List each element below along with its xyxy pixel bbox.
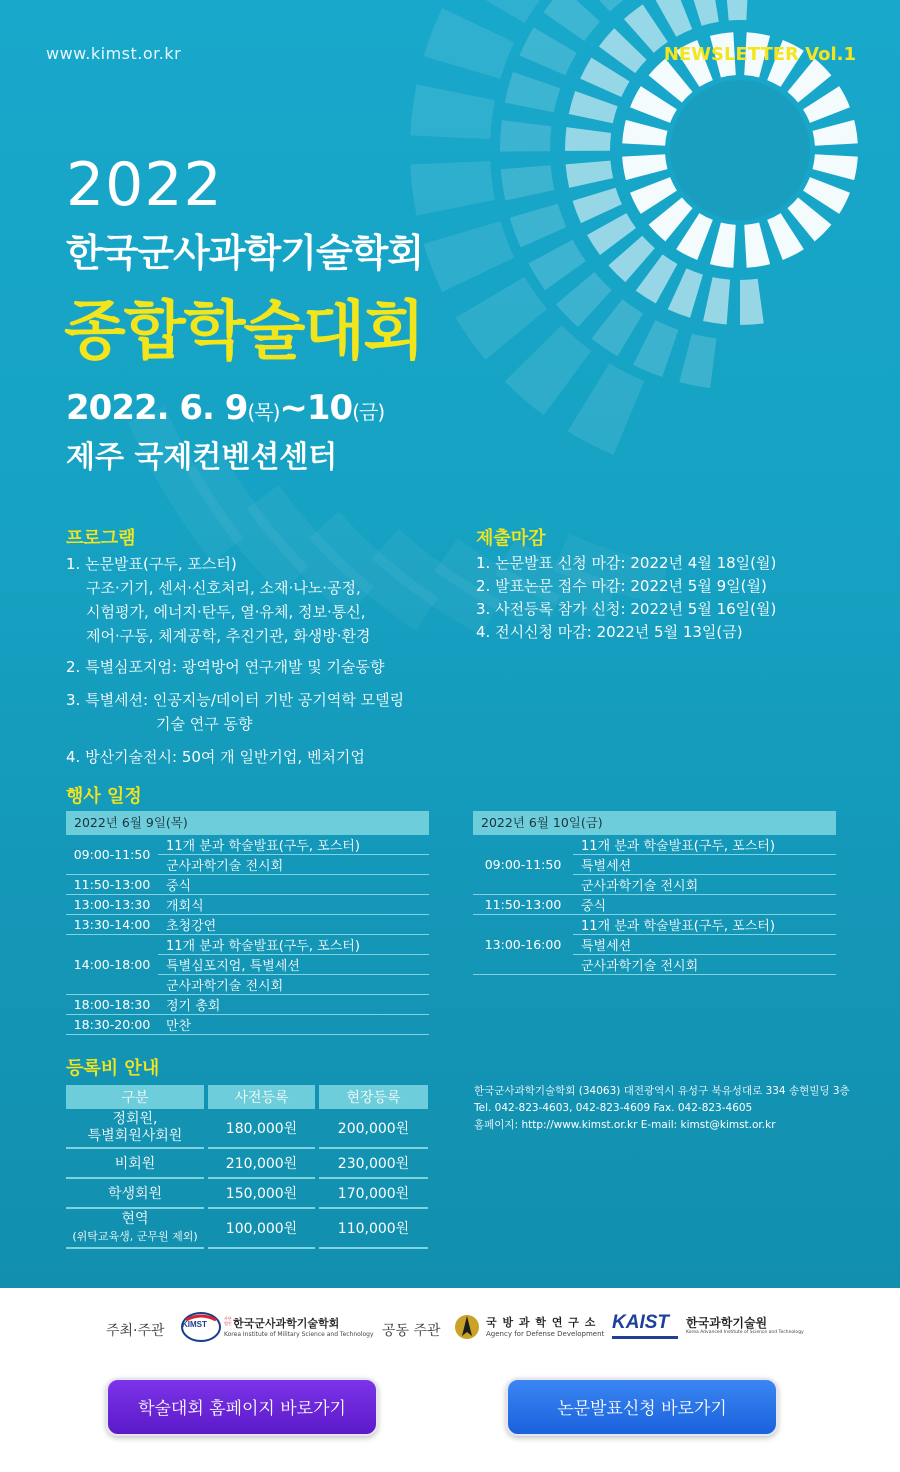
deco-segment	[556, 272, 612, 327]
activity-cell: 정기 총회	[158, 995, 429, 1015]
kimst-name: 한국군사과학기술학회	[233, 1317, 340, 1330]
time-cell: 13:30-14:00	[66, 915, 158, 935]
host-label: 주최·주관	[106, 1323, 165, 1339]
kaist-subtitle: Korea Advanced Institute of Science and Technology	[686, 1330, 804, 1335]
cohost-label: 공동 주관	[382, 1323, 441, 1339]
deco-segment	[744, 223, 770, 268]
deco-segment	[725, 0, 749, 20]
program-item: 3. 특별세션: 인공지능/데이터 기반 공기역학 모델링	[66, 691, 405, 709]
table-row	[66, 835, 429, 855]
time-cell: 18:30-20:00	[66, 1015, 158, 1035]
deco-segment	[740, 279, 764, 325]
activity-cell: 특별세션	[573, 855, 836, 875]
schedule-day1-date: 2022년 6월 9일(목)	[66, 811, 429, 835]
program-item: 1. 논문발표(구두, 포스터)	[66, 555, 237, 573]
category-cell: 비회원	[66, 1149, 204, 1179]
activity-cell: 11개 분과 학술발표(구두, 포스터)	[158, 935, 429, 955]
contact-web[interactable]: 홈페이지: http://www.kimst.or.kr E-mail: kimst@kimst.or.kr	[474, 1119, 776, 1131]
event-venue: 제주 국제컨벤션센터	[66, 440, 338, 475]
kaist-name: 한국과학기술원	[686, 1316, 768, 1330]
activity-cell: 군사과학기술 전시회	[158, 975, 429, 995]
time-cell: 11:50-13:00	[473, 895, 573, 915]
time-cell: 13:00-16:00	[473, 915, 573, 975]
contact-info	[474, 1083, 874, 1134]
event-title: 종합학술대회	[64, 295, 423, 369]
schedule-day1	[66, 811, 429, 1035]
activity-cell: 특별세션	[573, 935, 836, 955]
deco-segment	[519, 27, 576, 75]
add-logo	[454, 1310, 604, 1346]
category-line: 특별회원사회원	[87, 1128, 183, 1144]
event-year: 2022	[66, 150, 223, 220]
activity-cell: 11개 분과 학술발표(구두, 포스터)	[573, 835, 836, 855]
activity-cell: 특별심포지엄, 특별세션	[158, 955, 429, 975]
add-subtitle: Agency for Defense Development	[486, 1330, 605, 1338]
deco-segment	[528, 240, 585, 290]
organization-name: 한국군사과학기술학회	[66, 231, 424, 275]
deco-segment	[710, 223, 736, 268]
kimst-subtitle: Korea Institute of Military Science and Technology	[224, 1331, 374, 1338]
kimst-logo	[180, 1310, 374, 1346]
deco-core	[670, 80, 810, 220]
deco-segment	[573, 188, 622, 223]
contact-phone: Tel. 042-823-4603, 042-823-4609 Fax. 042-823-4605	[474, 1102, 753, 1114]
program-heading: 프로그램	[66, 528, 136, 549]
deco-segment	[424, 221, 515, 292]
deco-segment	[456, 0, 547, 23]
activity-cell: 11개 분과 학술발표(구두, 포스터)	[158, 835, 429, 855]
table-row	[66, 1209, 428, 1249]
schedule-day1-table	[66, 835, 429, 1035]
deco-segment	[688, 0, 719, 26]
deadline-heading: 제출마감	[476, 528, 546, 549]
date-part: ~10	[279, 388, 353, 428]
deco-segment	[565, 127, 611, 151]
table-row	[66, 915, 429, 935]
column-header: 구분	[66, 1085, 204, 1109]
deco-segment	[543, 0, 600, 41]
table-header-row	[66, 1085, 428, 1109]
event-date	[66, 388, 384, 428]
schedule-day2	[473, 811, 836, 975]
kaist-logo	[612, 1312, 802, 1346]
program-subitem: 구조·기기, 센서·신호처리, 소재·나노·공정,	[86, 579, 361, 597]
deco-segment	[410, 84, 495, 139]
add-name: 국 방 과 학 연 구 소	[486, 1316, 597, 1329]
table-row	[66, 1179, 428, 1209]
kaist-mark: KAIST	[612, 1312, 669, 1333]
fees-table	[62, 1085, 432, 1249]
program-item: 2. 특별심포지엄: 광역방어 연구개발 및 기술동향	[66, 658, 385, 676]
activity-cell: 중식	[158, 875, 429, 895]
onsite-fee-cell: 230,000원	[319, 1149, 428, 1179]
onsite-fee-cell: 170,000원	[319, 1179, 428, 1209]
category-line: 현역	[121, 1211, 149, 1227]
deco-segment	[813, 120, 858, 146]
add-emblem-icon	[454, 1312, 480, 1342]
deco-segment	[668, 268, 703, 317]
time-cell: 11:50-13:00	[66, 875, 158, 895]
activity-cell: 초청강연	[158, 915, 429, 935]
contact-address: 한국군사과학기술학회 (34063) 대전광역시 유성구 북유성대로 334 송현빌딩 3층	[474, 1085, 850, 1097]
table-row	[473, 915, 836, 935]
deadline-item: 2. 발표논문 접수 마감: 2022년 5월 9일(월)	[476, 577, 767, 595]
table-row	[473, 895, 836, 915]
deco-segment	[456, 277, 547, 360]
schedule-day2-table	[473, 835, 836, 975]
activity-cell: 군사과학기술 전시회	[573, 875, 836, 895]
time-cell: 13:00-13:30	[66, 895, 158, 915]
fees-heading: 등록비 안내	[66, 1058, 160, 1079]
newsletter-label: NEWSLETTER Vol.1	[663, 44, 856, 65]
fees-section	[62, 1085, 432, 1249]
deadline-section	[476, 524, 876, 644]
activity-cell: 군사과학기술 전시회	[158, 855, 429, 875]
program-subitem: 제어·구동, 체계공학, 추진기관, 화생방·환경	[86, 627, 371, 645]
program-subitem: 시험평가, 에너지·탄두, 열·유체, 정보·통신,	[86, 603, 366, 621]
deco-segment	[510, 204, 567, 248]
deco-segment	[505, 72, 561, 112]
deco-segment	[566, 161, 613, 188]
column-header: 현장등록	[319, 1085, 428, 1109]
category-line: (위탁교육생, 군무원 제외)	[72, 1230, 198, 1243]
table-row	[473, 835, 836, 855]
website-url[interactable]: www.kimst.or.kr	[46, 44, 182, 63]
deco-segment	[410, 161, 495, 216]
column-header: 사전등록	[208, 1085, 315, 1109]
activity-cell: 중식	[573, 895, 836, 915]
pre-fee-cell: 150,000원	[208, 1179, 315, 1209]
deco-segment	[633, 320, 678, 377]
time-cell: 14:00-18:00	[66, 935, 158, 995]
kaist-underline	[612, 1336, 678, 1339]
table-row	[66, 1109, 428, 1149]
time-cell: 09:00-11:50	[473, 835, 573, 895]
program-item: 4. 방산기술전시: 50여 개 일반기업, 벤처기업	[66, 748, 365, 766]
table-row	[66, 875, 429, 895]
time-cell: 18:00-18:30	[66, 995, 158, 1015]
deco-segment	[679, 334, 716, 388]
date-day: (목)	[247, 400, 280, 424]
date-part: 2022. 6. 9	[66, 388, 248, 428]
program-item-cont: 기술 연구 동향	[156, 715, 253, 733]
table-row	[66, 1149, 428, 1179]
pre-fee-cell: 180,000원	[208, 1109, 315, 1149]
table-row	[66, 1015, 429, 1035]
pre-fee-cell: 100,000원	[208, 1209, 315, 1249]
homepage-button[interactable]: 학술대회 홈페이지 바로가기	[106, 1378, 378, 1436]
table-row	[66, 995, 429, 1015]
activity-cell: 개회식	[158, 895, 429, 915]
date-day: (금)	[352, 400, 385, 424]
deco-segment	[501, 165, 554, 200]
deco-segment	[813, 154, 858, 180]
time-cell: 09:00-11:50	[66, 835, 158, 875]
deco-segment	[703, 277, 730, 324]
deco-segment	[500, 120, 551, 152]
deadline-item: 1. 논문발표 신청 마감: 2022년 4월 18일(월)	[476, 554, 777, 572]
submit-paper-button[interactable]: 논문발표신청 바로가기	[506, 1378, 778, 1436]
category-cell	[66, 1109, 204, 1149]
pre-fee-cell: 210,000원	[208, 1149, 315, 1179]
deadline-item: 4. 전시신청 마감: 2022년 5월 13일(금)	[476, 623, 743, 641]
deco-segment	[622, 120, 667, 146]
table-row	[66, 935, 429, 955]
category-cell	[66, 1209, 204, 1249]
kimst-mark: KIMST	[182, 1320, 207, 1329]
deco-segment	[569, 91, 618, 123]
activity-cell: 11개 분과 학술발표(구두, 포스터)	[573, 915, 836, 935]
deco-segment	[424, 8, 515, 79]
activity-cell: 만찬	[158, 1015, 429, 1035]
footer	[0, 1288, 900, 1472]
deco-segment	[568, 363, 645, 455]
onsite-fee-cell: 110,000원	[319, 1209, 428, 1249]
schedule-day2-date: 2022년 6월 10일(금)	[473, 811, 836, 835]
activity-cell: 군사과학기술 전시회	[573, 955, 836, 975]
kimst-badge: 사단법인	[224, 1316, 232, 1326]
category-cell: 학생회원	[66, 1179, 204, 1209]
deco-segment	[591, 299, 643, 356]
table-row	[66, 895, 429, 915]
deadline-item: 3. 사전등록 참가 신청: 2022년 5월 16일(월)	[476, 600, 777, 618]
deco-segment	[505, 325, 592, 415]
program-section	[66, 524, 466, 769]
schedule-heading: 행사 일정	[66, 786, 142, 807]
onsite-fee-cell: 200,000원	[319, 1109, 428, 1149]
deco-segment	[622, 154, 667, 180]
category-line: 정회원,	[112, 1111, 158, 1127]
